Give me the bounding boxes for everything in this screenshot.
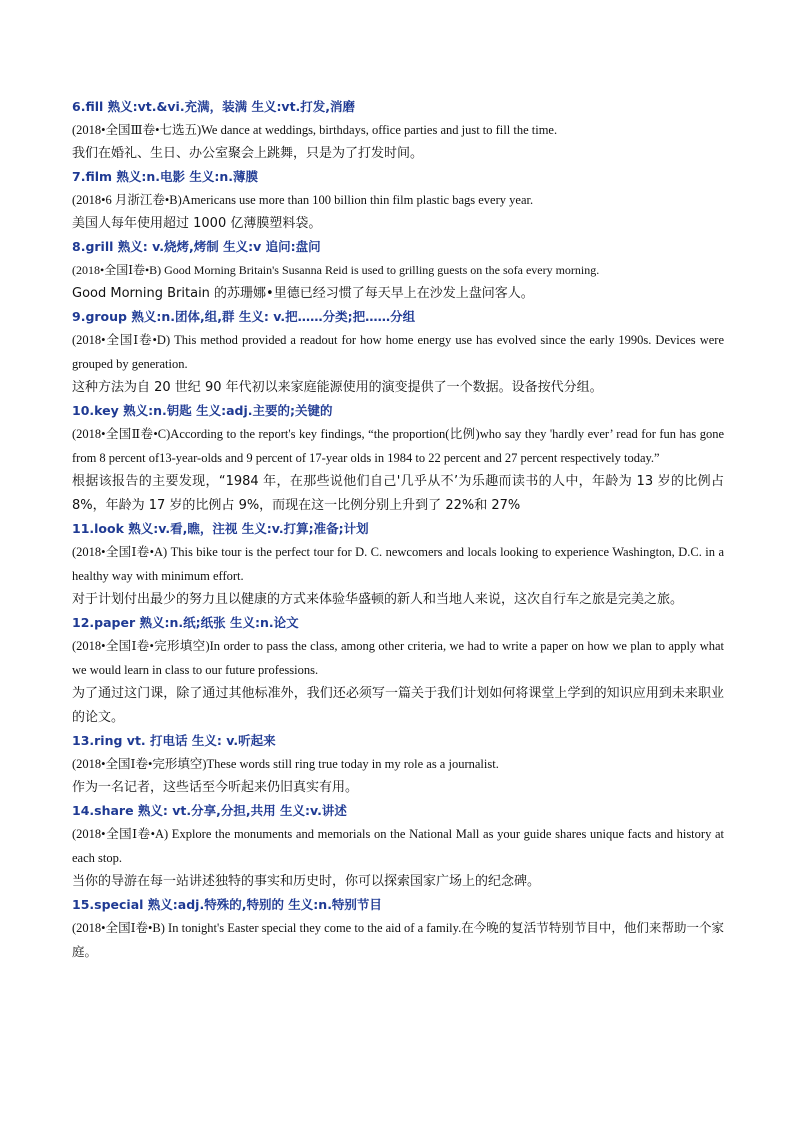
entry-example-english: (2018•全国Ⅲ卷•七选五)We dance at weddings, birthdays, office parties and just to fill the time. — [72, 123, 558, 137]
entry-translation: 对于计划付出最少的努力且以健康的方式来体验华盛顿的新人和当地人来说，这次自行车之旅是完美之旅。 — [72, 592, 684, 607]
entry-example-english: (2018•全国Ⅱ卷•C)According to the report's key findings, “the proportion(比例)who say they 'hardly ever’ read for fun has gone from 8 percent of13-year-olds and 9 percent of 17-year olds in 1984 to 22 percent and 27 percent respectively today.” — [72, 427, 724, 465]
entry-heading: 13.ring vt. 打电话 生义: v.听起来 — [72, 733, 276, 748]
entry-translation: 美国人每年使用超过 1000 亿薄膜塑料袋。 — [72, 216, 322, 231]
entry-example-english: (2018•全国Ⅰ卷•A) Explore the monuments and memorials on the National Mall as your guide shares unique facts and history at each stop. — [72, 827, 724, 865]
entry-heading: 15.special 熟义:adj.特殊的,特别的 生义:n.特别节目 — [72, 897, 382, 912]
entry-example-english: (2018•6 月浙江卷•B)Americans use more than 100 billion thin film plastic bags every year. — [72, 193, 534, 207]
entry-heading: 8.grill 熟义: v.烧烤,烤制 生义:v 追问:盘问 — [72, 239, 321, 254]
vocab-entry-paper — [72, 612, 724, 730]
entry-heading: 11.look 熟义:v.看,瞧，注视 生义:v.打算;准备;计划 — [72, 521, 369, 536]
entry-example-english: (2018•全国Ⅰ卷•完形填空)In order to pass the class, among other criteria, we had to write a paper on how we plan to apply what we would learn in class to our future professions. — [72, 639, 724, 677]
vocab-entry-look — [72, 518, 724, 612]
entry-translation: 为了通过这门课，除了通过其他标准外，我们还必须写一篇关于我们计划如何将课堂上学到的知识应用到未来职业的论文。 — [72, 686, 724, 725]
entry-heading: 9.group 熟义:n.团体,组,群 生义: v.把……分类;把……分组 — [72, 309, 416, 324]
vocab-entry-fill — [72, 96, 724, 166]
entry-translation: Good Morning Britain 的苏珊娜•里德已经习惯了每天早上在沙发上盘问客人。 — [72, 286, 534, 301]
entry-translation: 当你的导游在每一站讲述独特的事实和历史时，你可以探索国家广场上的纪念碑。 — [72, 874, 541, 889]
entry-example-english: (2018•全国Ⅰ卷•D) This method provided a readout for how home energy use has evolved since the early 1990s. Devices were grouped by generation. — [72, 333, 724, 371]
entry-translation: 根据该报告的主要发现，“1984 年，在那些说他们自己'几乎从不’为乐趣而读书的人中，年龄为 13 岁的比例占 8%，年龄为 17 岁的比例占 9%，而现在这一比例分别上升到了 22%和 27% — [72, 474, 724, 513]
entry-heading: 7.film 熟义:n.电影 生义:n.薄膜 — [72, 169, 259, 184]
entry-heading: 10.key 熟义:n.钥匙 生义:adj.主要的;关键的 — [72, 403, 333, 418]
entry-example-english: (2018•全国Ⅰ卷•B) In tonight's Easter special they come to the aid of a family.在今晚的复活节特别节目中，他们来帮助一个家庭。 — [72, 921, 724, 959]
entry-translation: 我们在婚礼、生日、办公室聚会上跳舞，只是为了打发时间。 — [72, 146, 424, 161]
entry-example-english: (2018•全国Ⅰ卷•B) Good Morning Britain's Susanna Reid is used to grilling guests on the sofa every morning. — [72, 263, 600, 277]
document-page — [72, 96, 724, 964]
vocab-entry-ring — [72, 730, 724, 800]
entry-translation: 这种方法为自 20 世纪 90 年代初以来家庭能源使用的演变提供了一个数据。设备按代分组。 — [72, 380, 603, 395]
entry-example-english: (2018•全国Ⅰ卷•完形填空)These words still ring true today in my role as a journalist. — [72, 757, 499, 771]
vocab-entry-special — [72, 894, 724, 964]
entry-heading: 12.paper 熟义:n.纸;纸张 生义:n.论文 — [72, 615, 299, 630]
vocab-entry-grill — [72, 236, 724, 306]
vocab-entry-film — [72, 166, 724, 236]
entry-heading: 6.fill 熟义:vt.&vi.充满，装满 生义:vt.打发,消磨 — [72, 99, 356, 114]
entry-translation: 作为一名记者，这些话至今听起来仍旧真实有用。 — [72, 780, 359, 795]
entry-example-english: (2018•全国Ⅰ卷•A) This bike tour is the perfect tour for D. C. newcomers and locals looking to experience Washington, D.C. in a healthy way with minimum effort. — [72, 545, 724, 583]
vocab-entry-share — [72, 800, 724, 894]
entry-heading: 14.share 熟义: vt.分享,分担,共用 生义:v.讲述 — [72, 803, 347, 818]
vocab-entry-group — [72, 306, 724, 400]
vocab-entry-key — [72, 400, 724, 518]
